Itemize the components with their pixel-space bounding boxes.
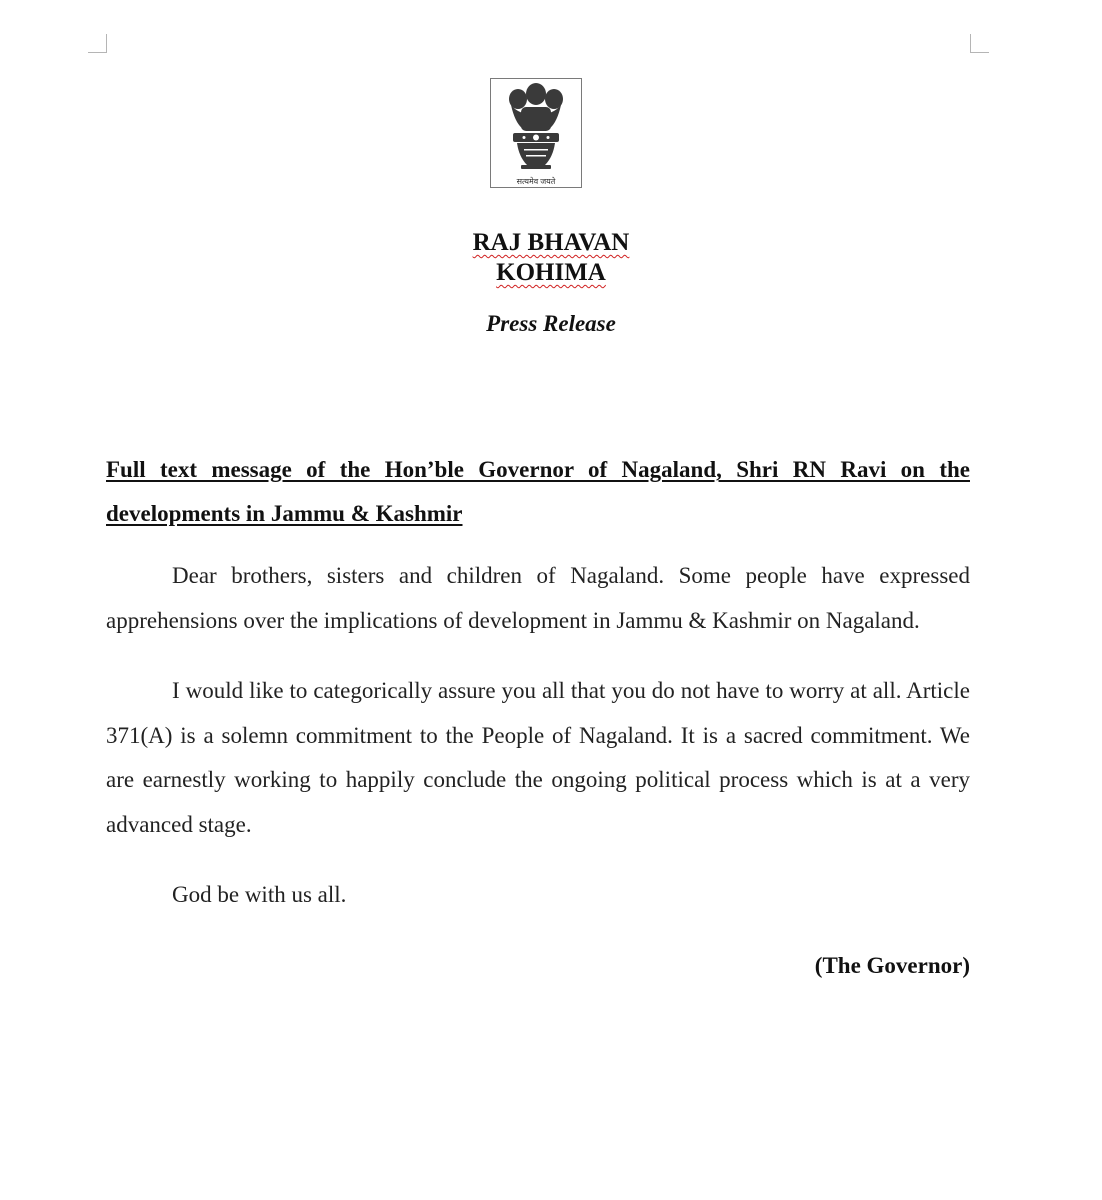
national-emblem-icon [491, 79, 581, 175]
signature-line: (The Governor) [814, 952, 970, 978]
message-title: Full text message of the Hon’ble Governor of Nagaland, Shri RN Ravi on the developments in Jammu & Kashmir [106, 457, 970, 526]
body-paragraph: I would like to categorically assure you all that you do not have to worry at all. Article 371(A) is a solemn commitment to the People of Nagaland. It is a sacred commitment. We are earnestly working to happily conclude the ongoing political process which is at a very advanced stage. [106, 678, 970, 837]
body-paragraph: Dear brothers, sisters and children of Nagaland. Some people have expressed apprehensions over the implications of development in Jammu & Kashmir on Nagaland. [106, 563, 970, 633]
document-header [0, 228, 1102, 338]
emblem-motto: सत्यमेव जयते [516, 177, 556, 186]
document-body [106, 448, 970, 988]
document-type-label: Press Release [486, 311, 616, 336]
office-location: KOHIMA [496, 259, 606, 286]
margin-corner-top-right [970, 34, 989, 53]
closing-line: God be with us all. [172, 882, 347, 907]
office-name: RAJ BHAVAN [472, 229, 630, 256]
margin-corner-top-left [88, 34, 107, 53]
national-emblem [490, 78, 582, 188]
